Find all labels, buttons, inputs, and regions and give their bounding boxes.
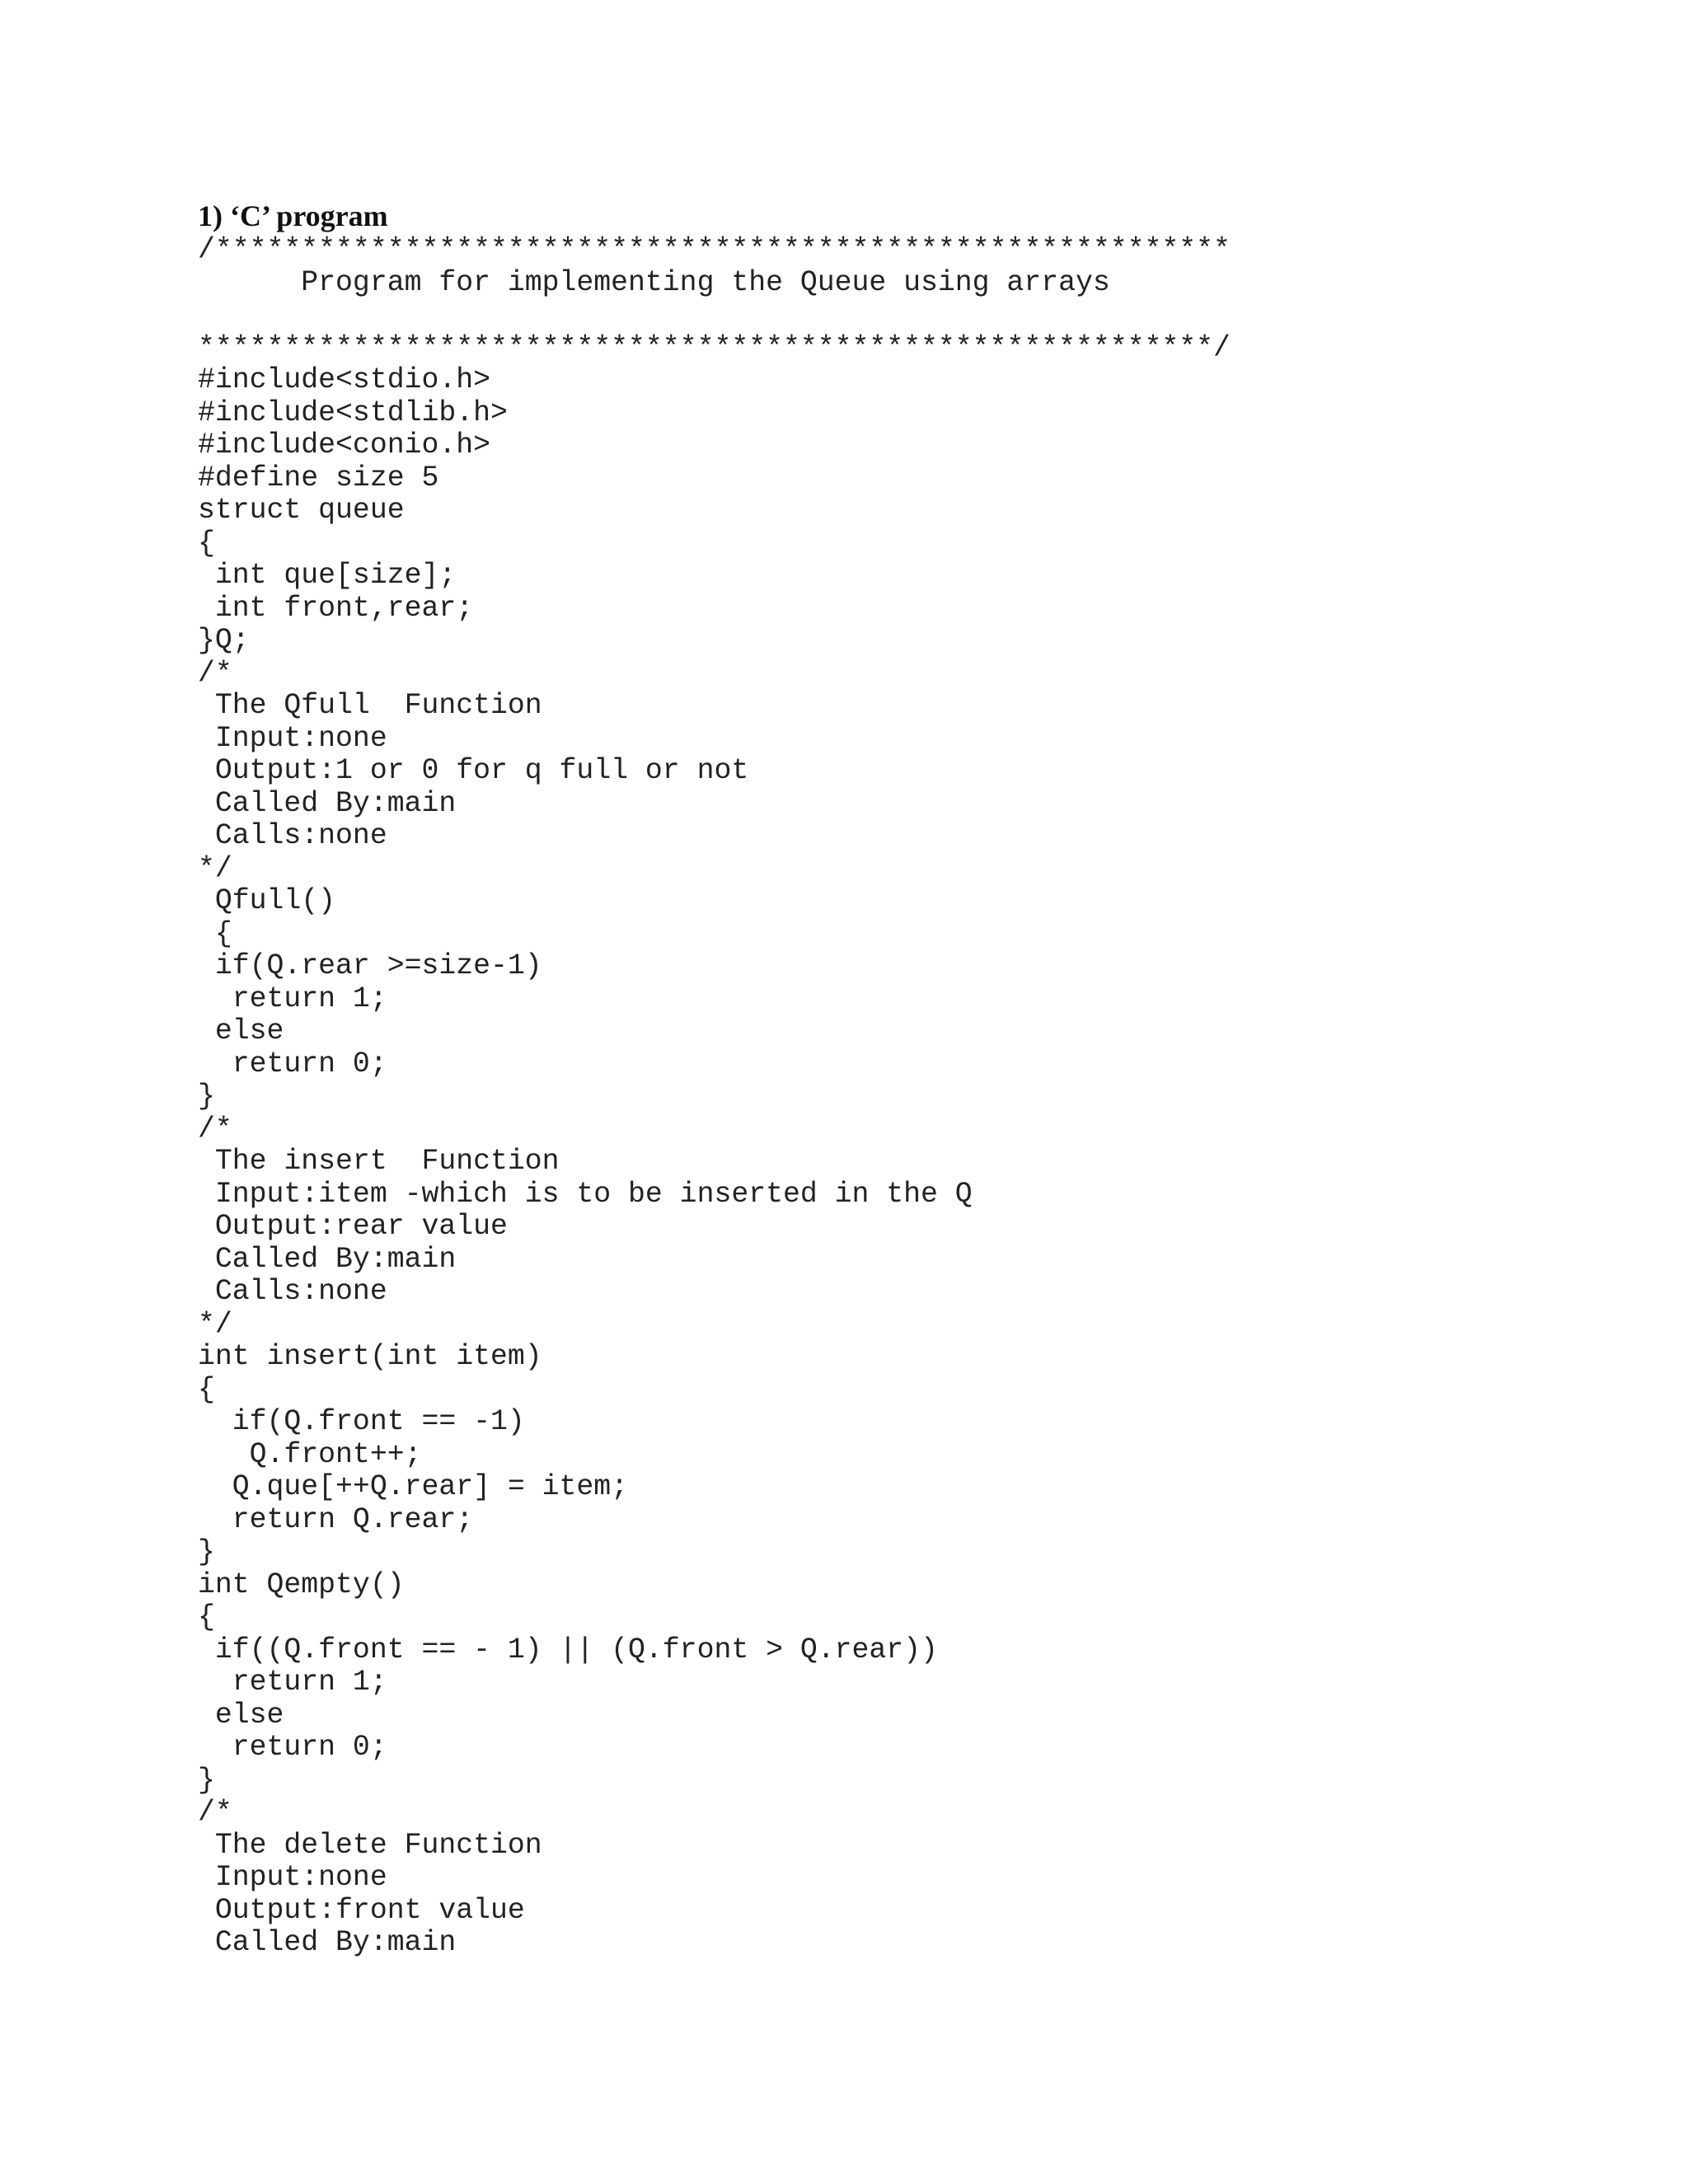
code-line: } — [198, 1080, 215, 1113]
code-line: The delete Function — [198, 1829, 542, 1862]
code-line: { — [198, 527, 215, 560]
code-line: #include<conio.h> — [198, 429, 490, 462]
code-line: #include<stdio.h> — [198, 364, 490, 396]
code-line: if(Q.front == -1) — [198, 1406, 525, 1438]
code-line: Input:item -which is to be inserted in the Q — [198, 1178, 973, 1211]
code-line: Called By:main — [198, 1243, 457, 1276]
code-line: if((Q.front == - 1) || (Q.front > Q.rear)) — [198, 1633, 938, 1666]
code-line: return 0; — [198, 1732, 387, 1764]
code-line: } — [198, 1764, 215, 1797]
code-line: Q.que[++Q.rear] = item; — [198, 1471, 629, 1503]
code-line: if(Q.rear >=size-1) — [198, 950, 542, 982]
code-line: return Q.rear; — [198, 1503, 474, 1536]
code-line: int insert(int item) — [198, 1341, 542, 1373]
code-line: int Qempty() — [198, 1568, 405, 1601]
code-line: Output:1 or 0 for q full or not — [198, 755, 749, 787]
code-line: /*********************************************************** — [198, 234, 1231, 266]
section-heading: 1) ‘C’ program — [198, 199, 388, 232]
code-line: { — [198, 917, 232, 950]
code-line: #define size 5 — [198, 462, 439, 494]
code-line: Input:none — [198, 1862, 387, 1894]
code-line: }Q; — [198, 625, 250, 657]
code-line: else — [198, 1699, 284, 1732]
code-line: Calls:none — [198, 820, 387, 852]
code-line: Output:rear value — [198, 1211, 508, 1243]
code-line: Q.front++; — [198, 1438, 422, 1471]
code-line: /* — [198, 657, 232, 690]
code-line: else — [198, 1015, 284, 1047]
code-line: ***********************************************************/ — [198, 331, 1231, 364]
code-line: Input:none — [198, 722, 387, 755]
code-line: return 1; — [198, 982, 387, 1015]
code-line: The insert Function — [198, 1146, 560, 1178]
code-line: struct queue — [198, 494, 405, 527]
code-listing — [198, 234, 1231, 1960]
code-line: Program for implementing the Queue using arrays — [198, 266, 1110, 299]
code-line: return 1; — [198, 1666, 387, 1699]
code-line: Output:front value — [198, 1894, 525, 1927]
code-line: #include<stdlib.h> — [198, 396, 508, 429]
code-line: { — [198, 1373, 215, 1406]
code-line: int que[size]; — [198, 560, 457, 592]
code-line: /* — [198, 1797, 232, 1829]
code-line: { — [198, 1601, 215, 1633]
code-line — [198, 299, 1231, 332]
code-line: } — [198, 1536, 215, 1568]
code-line: Called By:main — [198, 1927, 457, 1959]
code-line: Called By:main — [198, 787, 457, 820]
code-line: The Qfull Function — [198, 690, 542, 722]
code-line: */ — [198, 852, 232, 885]
code-line: /* — [198, 1113, 232, 1146]
code-line: return 0; — [198, 1047, 387, 1080]
code-line: Calls:none — [198, 1276, 387, 1308]
code-line: int front,rear; — [198, 592, 474, 625]
code-line: */ — [198, 1308, 232, 1341]
code-line: Qfull() — [198, 885, 336, 917]
